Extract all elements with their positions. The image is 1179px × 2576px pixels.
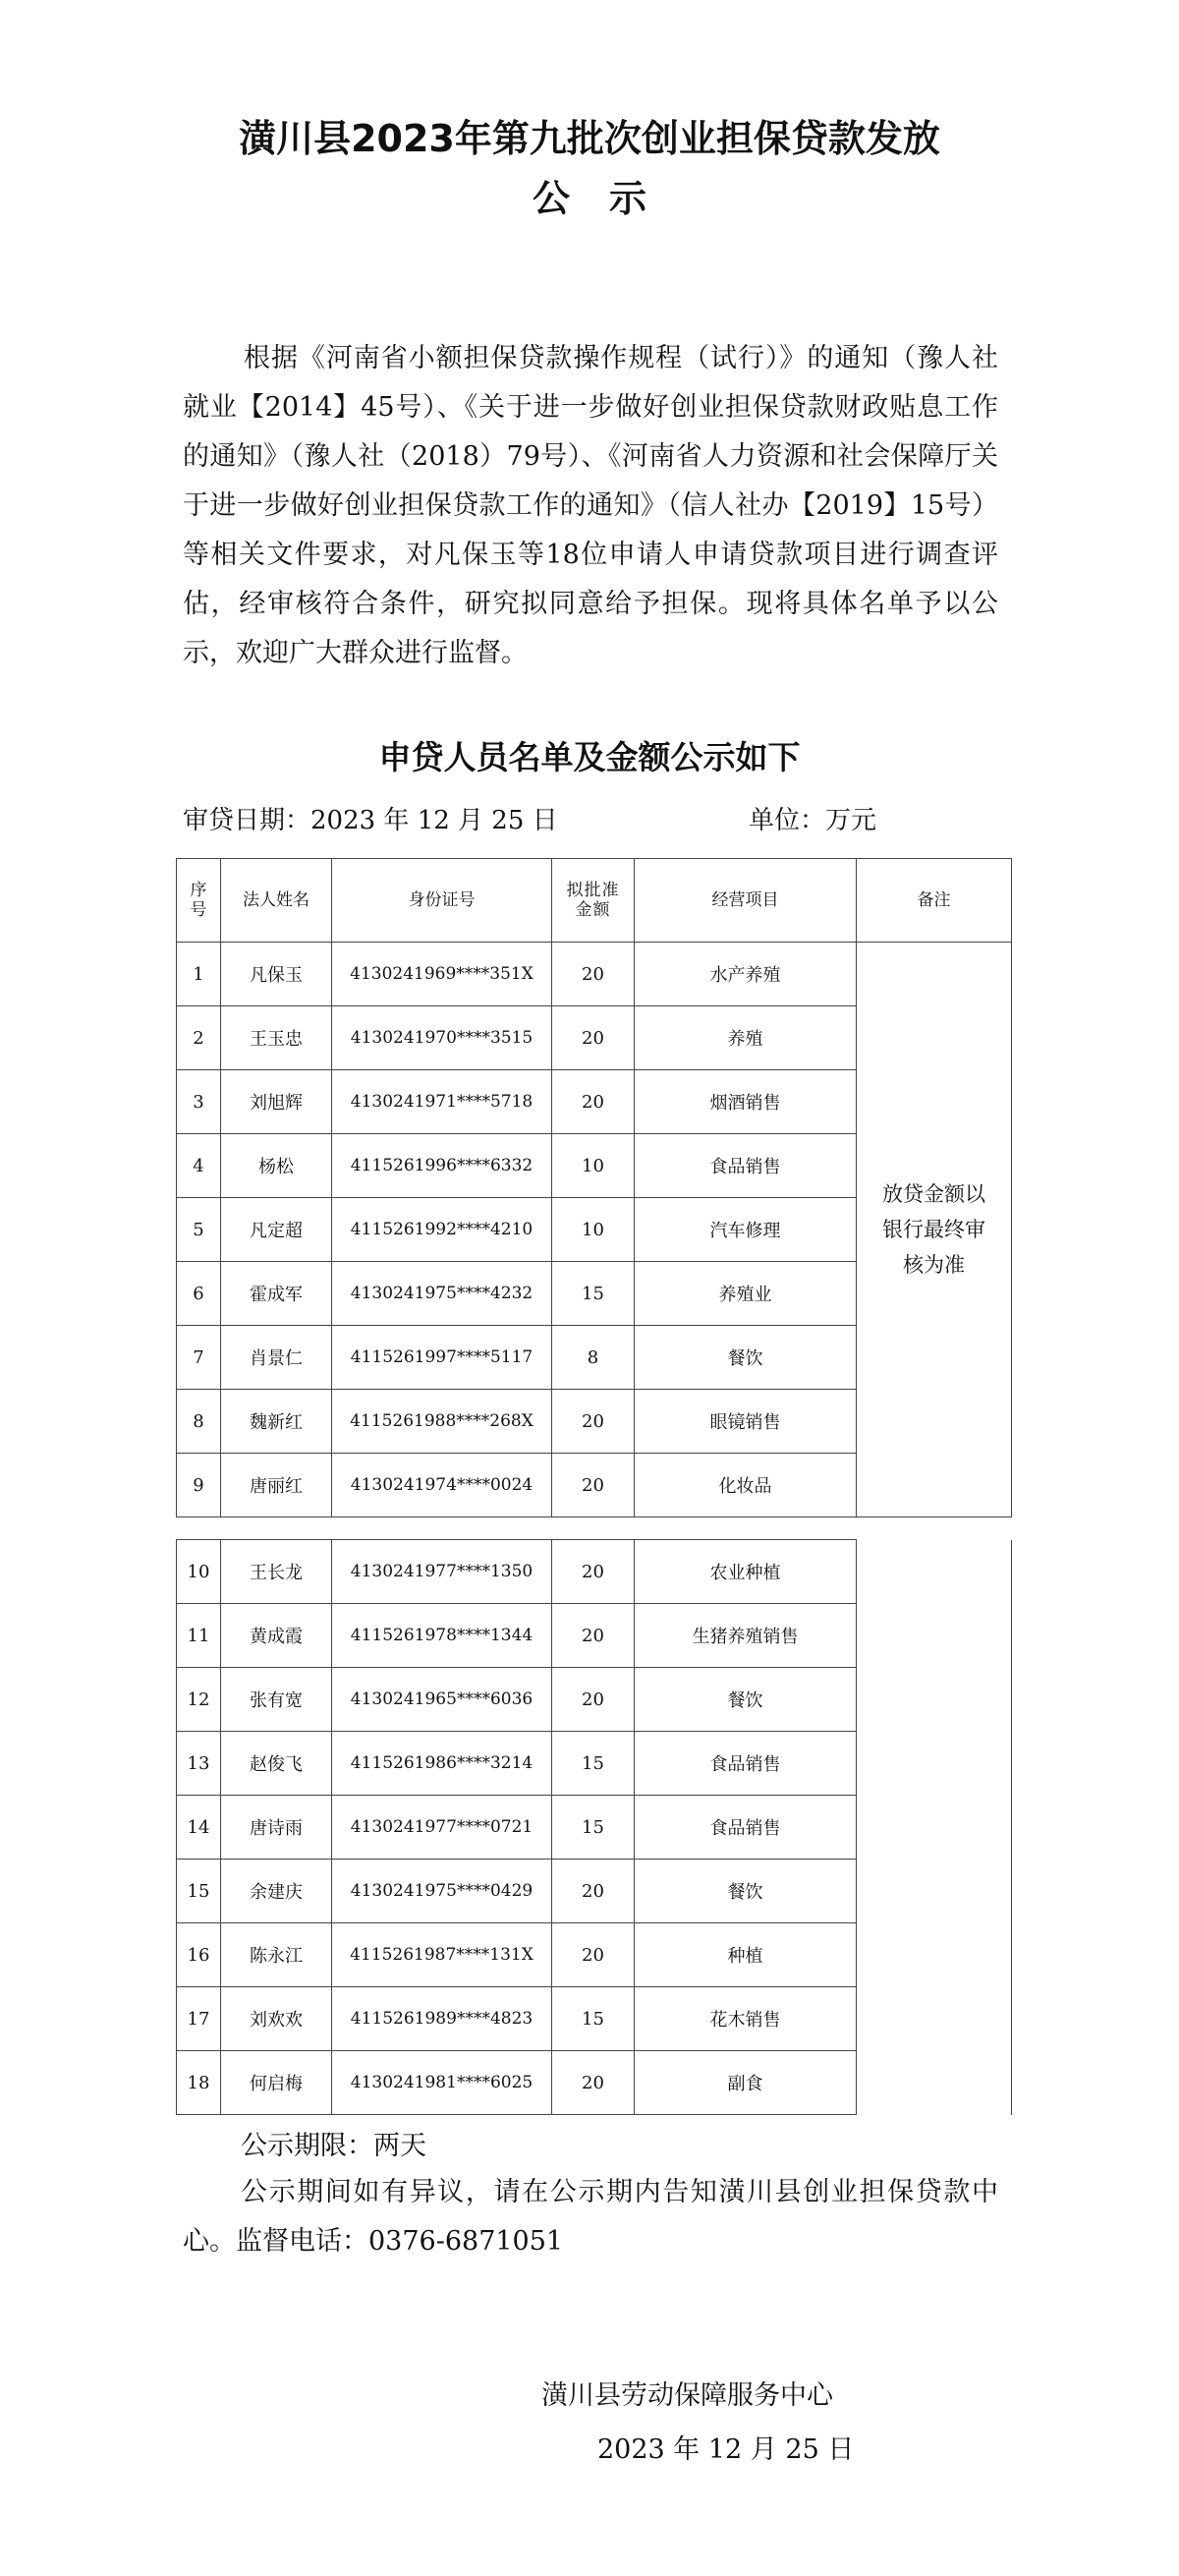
row-business: 汽车修理 [635, 1198, 857, 1262]
row-amount: 20 [552, 1540, 635, 1604]
row-name: 余建庆 [221, 1860, 332, 1923]
row-amount: 15 [552, 1987, 635, 2051]
row-business: 食品销售 [635, 1134, 857, 1198]
row-name: 霍成军 [221, 1262, 332, 1326]
row-id: 4115261997****5117 [332, 1326, 552, 1390]
row-id: 4130241977****0721 [332, 1796, 552, 1860]
row-name: 凡定超 [221, 1198, 332, 1262]
row-index: 11 [177, 1604, 221, 1668]
intro-paragraph: 根据《河南省小额担保贷款操作规程（试行）》的通知（豫人社就业【2014】45号）、《关于进一步做好创业担保贷款财政贴息工作的通知》（豫人社（2018）79号）、《河南省人力资源和社会保障厅关于进一步做好创业担保贷款工作的通知》（信人社办【2019】15号）等相关文件要求，对凡保玉等18位申请人申请贷款项目进行调查评估，经审核符合条件，研究拟同意给予担保。现将具体名单予以公示，欢迎广大群众进行监督。 [183, 343, 998, 668]
row-id: 4130241971****5718 [332, 1070, 552, 1134]
row-index: 9 [177, 1454, 221, 1517]
applicant-table-part1 [176, 858, 1012, 1517]
review-date: 审贷日期：2023 年 12 月 25 日 [183, 806, 558, 835]
row-index: 5 [177, 1198, 221, 1262]
row-business: 食品销售 [635, 1796, 857, 1860]
remark-cell [857, 943, 1012, 1517]
row-index: 3 [177, 1070, 221, 1134]
row-name: 唐诗雨 [221, 1796, 332, 1860]
applicant-table-part2 [176, 1539, 1012, 2115]
row-amount: 10 [552, 1134, 635, 1198]
row-index: 15 [177, 1860, 221, 1923]
row-name: 黄成霞 [221, 1604, 332, 1668]
row-index: 17 [177, 1987, 221, 2051]
row-id: 4130241970****3515 [332, 1006, 552, 1070]
row-id: 4115261992****4210 [332, 1198, 552, 1262]
notice-period: 公示期限：两天 [241, 2131, 426, 2161]
row-id: 4115261989****4823 [332, 1987, 552, 2051]
row-id: 4130241977****1350 [332, 1540, 552, 1604]
objection-text: 公示期间如有异议，请在公示期内告知潢川县创业担保贷款中心。监督电话：0376-6871051 [183, 2177, 998, 2257]
row-index: 8 [177, 1390, 221, 1454]
signature-org: 潢川县劳动保障服务中心 [541, 2380, 833, 2411]
row-amount: 20 [552, 1006, 635, 1070]
row-name: 唐丽红 [221, 1454, 332, 1517]
row-index: 6 [177, 1262, 221, 1326]
row-amount: 20 [552, 1668, 635, 1732]
row-index: 12 [177, 1668, 221, 1732]
row-amount: 20 [552, 1923, 635, 1987]
row-business: 花木销售 [635, 1987, 857, 2051]
row-business: 养殖 [635, 1006, 857, 1070]
row-business: 化妆品 [635, 1454, 857, 1517]
row-id: 4115261996****6332 [332, 1134, 552, 1198]
row-name: 何启梅 [221, 2051, 332, 2115]
row-index: 7 [177, 1326, 221, 1390]
row-name: 魏新红 [221, 1390, 332, 1454]
row-name: 肖景仁 [221, 1326, 332, 1390]
row-id: 4130241974****0024 [332, 1454, 552, 1517]
document-title: 潢川县2023年第九批次创业担保贷款发放 [239, 117, 940, 160]
row-amount: 15 [552, 1262, 635, 1326]
row-id: 4130241981****6025 [332, 2051, 552, 2115]
row-amount: 10 [552, 1198, 635, 1262]
row-business: 餐饮 [635, 1860, 857, 1923]
row-amount: 8 [552, 1326, 635, 1390]
signature-date: 2023 年 12 月 25 日 [597, 2434, 855, 2465]
table-header-row [177, 859, 1012, 943]
row-name: 杨松 [221, 1134, 332, 1198]
header-business: 经营项目 [635, 859, 857, 943]
row-amount: 20 [552, 1390, 635, 1454]
row-business: 水产养殖 [635, 943, 857, 1006]
unit-label: 单位：万元 [749, 806, 877, 835]
row-business: 农业种植 [635, 1540, 857, 1604]
row-name: 王长龙 [221, 1540, 332, 1604]
remark-cell-empty [857, 1540, 1012, 2115]
list-title: 申贷人员名单及金额公示如下 [378, 738, 801, 776]
header-index: 序号 [177, 859, 221, 943]
row-id: 4115261986****3214 [332, 1732, 552, 1796]
row-business: 烟酒销售 [635, 1070, 857, 1134]
row-business: 餐饮 [635, 1668, 857, 1732]
header-amount: 拟批准金额 [552, 859, 635, 943]
row-name: 凡保玉 [221, 943, 332, 1006]
row-index: 13 [177, 1732, 221, 1796]
row-amount: 15 [552, 1732, 635, 1796]
row-amount: 20 [552, 1604, 635, 1668]
row-index: 18 [177, 2051, 221, 2115]
row-name: 张有宽 [221, 1668, 332, 1732]
row-index: 4 [177, 1134, 221, 1198]
row-amount: 15 [552, 1796, 635, 1860]
row-business: 种植 [635, 1923, 857, 1987]
row-business: 副食 [635, 2051, 857, 2115]
row-index: 16 [177, 1923, 221, 1987]
row-business: 餐饮 [635, 1326, 857, 1390]
header-id: 身份证号 [332, 859, 552, 943]
row-id: 4130241965****6036 [332, 1668, 552, 1732]
row-index: 14 [177, 1796, 221, 1860]
row-amount: 20 [552, 1860, 635, 1923]
row-id: 4115261978****1344 [332, 1604, 552, 1668]
table-row [177, 943, 1012, 1006]
row-business: 养殖业 [635, 1262, 857, 1326]
row-business: 生猪养殖销售 [635, 1604, 857, 1668]
row-name: 赵俊飞 [221, 1732, 332, 1796]
row-id: 4115261987****131X [332, 1923, 552, 1987]
row-id: 4130241975****0429 [332, 1860, 552, 1923]
document-title-notice: 公示 [532, 177, 686, 220]
row-amount: 20 [552, 2051, 635, 2115]
row-index: 10 [177, 1540, 221, 1604]
row-amount: 20 [552, 1070, 635, 1134]
row-business: 眼镜销售 [635, 1390, 857, 1454]
row-amount: 20 [552, 943, 635, 1006]
row-name: 陈永江 [221, 1923, 332, 1987]
table-row [177, 1540, 1012, 1604]
row-index: 1 [177, 943, 221, 1006]
row-id: 4130241969****351X [332, 943, 552, 1006]
header-remark: 备注 [857, 859, 1012, 943]
row-amount: 20 [552, 1454, 635, 1517]
row-business: 食品销售 [635, 1732, 857, 1796]
row-name: 刘欢欢 [221, 1987, 332, 2051]
row-name: 王玉忠 [221, 1006, 332, 1070]
header-name: 法人姓名 [221, 859, 332, 943]
row-id: 4115261988****268X [332, 1390, 552, 1454]
row-index: 2 [177, 1006, 221, 1070]
table-body-part2 [177, 1540, 1012, 2115]
table-body-part1 [177, 943, 1012, 1517]
remark-text: 放贷金额以银行最终审核为准 [882, 1182, 985, 1277]
row-id: 4130241975****4232 [332, 1262, 552, 1326]
row-name: 刘旭辉 [221, 1070, 332, 1134]
